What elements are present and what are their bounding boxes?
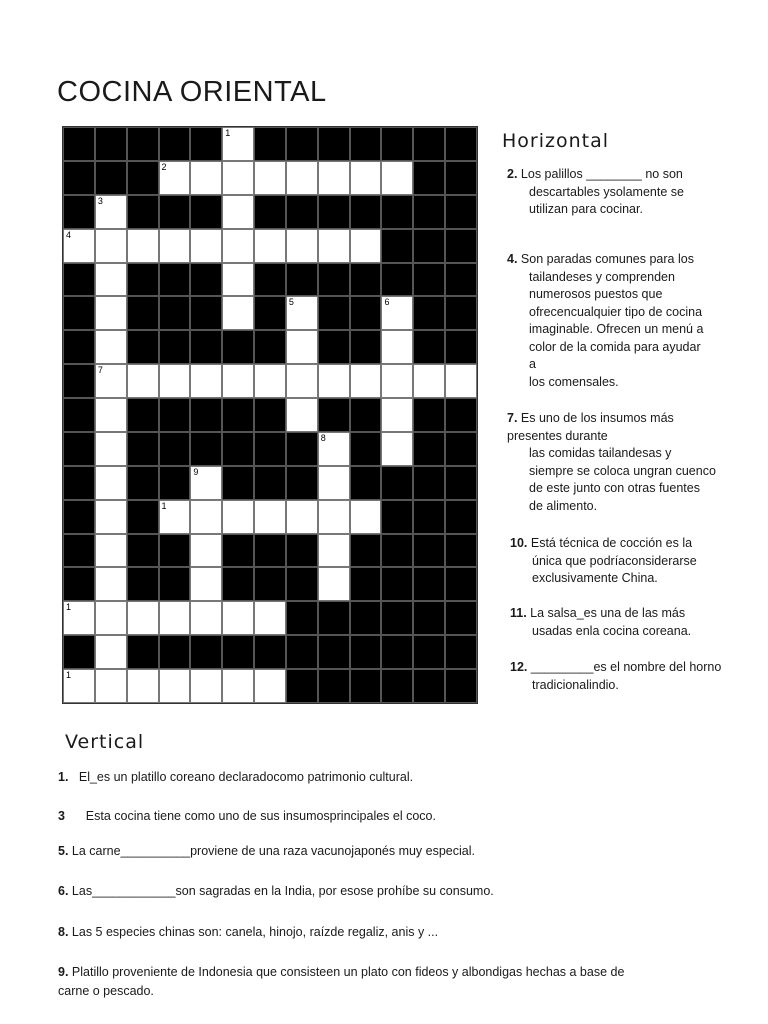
- crossword-block: [63, 127, 95, 161]
- crossword-block: [127, 263, 159, 297]
- crossword-cell[interactable]: [127, 601, 159, 635]
- clue-line: La salsa_es una de las más: [530, 606, 686, 620]
- vertical-clue-3: [58, 807, 708, 826]
- cell-number: 4: [66, 229, 72, 240]
- crossword-block: [63, 296, 95, 330]
- horizontal-heading: Horizontal: [502, 130, 610, 152]
- crossword-block: [445, 161, 477, 195]
- clue-line: los comensales.: [529, 374, 619, 389]
- crossword-cell[interactable]: [381, 398, 413, 432]
- crossword-block: [445, 669, 477, 703]
- crossword-block: [318, 263, 350, 297]
- crossword-block: [381, 567, 413, 601]
- crossword-cell[interactable]: [318, 161, 350, 195]
- crossword-cell[interactable]: [286, 364, 318, 398]
- crossword-cell[interactable]: [286, 500, 318, 534]
- clue-line: presentes durante: [507, 428, 608, 443]
- clue-number: 8.: [58, 925, 69, 939]
- crossword-block: [350, 534, 382, 568]
- crossword-cell[interactable]: [159, 229, 191, 263]
- crossword-block: [445, 330, 477, 364]
- crossword-block: [318, 127, 350, 161]
- clue-text: carne o pescado.: [58, 984, 154, 998]
- clue-line: descartables ysolamente se: [529, 184, 684, 199]
- horizontal-clue-2: [507, 166, 684, 219]
- crossword-cell[interactable]: [159, 364, 191, 398]
- clue-line: tailandeses y comprenden: [529, 269, 675, 284]
- vertical-clue-9: [58, 963, 708, 1001]
- clue-line: de este junto con otras fuentes: [529, 481, 700, 495]
- vertical-clue-8: [58, 923, 708, 942]
- crossword-cell[interactable]: [127, 364, 159, 398]
- crossword-block: [381, 635, 413, 669]
- crossword-block: [222, 330, 254, 364]
- crossword-cell[interactable]: [95, 500, 127, 534]
- crossword-block: [222, 398, 254, 432]
- crossword-cell[interactable]: [95, 195, 127, 229]
- crossword-block: [413, 567, 445, 601]
- clue-line: imaginable. Ofrecen un menú a: [529, 322, 704, 336]
- crossword-block: [413, 195, 445, 229]
- crossword-cell[interactable]: [381, 161, 413, 195]
- crossword-cell[interactable]: [445, 364, 477, 398]
- crossword-block: [63, 635, 95, 669]
- vertical-clue-5: [58, 842, 708, 861]
- clue-line: las comidas tailandesas y: [529, 446, 672, 460]
- crossword-cell[interactable]: [95, 534, 127, 568]
- crossword-cell[interactable]: [254, 669, 286, 703]
- crossword-cell[interactable]: [159, 500, 191, 534]
- crossword-block: [413, 432, 445, 466]
- clue-line: tradicionalindio.: [532, 677, 619, 692]
- clue-line: única que podríaconsiderarse: [532, 553, 697, 568]
- crossword-block: [159, 398, 191, 432]
- crossword-block: [413, 127, 445, 161]
- crossword-block: [254, 398, 286, 432]
- crossword-cell[interactable]: [159, 161, 191, 195]
- clue-number: 5.: [58, 844, 69, 858]
- crossword-block: [222, 534, 254, 568]
- crossword-block: [445, 534, 477, 568]
- crossword-cell[interactable]: [381, 296, 413, 330]
- crossword-block: [413, 534, 445, 568]
- crossword-cell[interactable]: [318, 432, 350, 466]
- crossword-block: [254, 263, 286, 297]
- crossword-block: [413, 466, 445, 500]
- crossword-cell[interactable]: [190, 229, 222, 263]
- crossword-block: [445, 296, 477, 330]
- crossword-block: [350, 567, 382, 601]
- crossword-cell[interactable]: [222, 500, 254, 534]
- crossword-block: [159, 296, 191, 330]
- clue-number: 6.: [58, 884, 69, 898]
- clue-text: Las 5 especies chinas son: canela, hinojo, raízde regaliz, anis y ...: [71, 925, 439, 939]
- clue-line: _________es el nombre del horno: [530, 660, 722, 674]
- crossword-block: [286, 567, 318, 601]
- crossword-cell[interactable]: [95, 601, 127, 635]
- crossword-cell[interactable]: [63, 601, 95, 635]
- crossword-block: [159, 127, 191, 161]
- crossword-block: [413, 296, 445, 330]
- clue-line: Está técnica de cocción es la: [530, 536, 693, 550]
- clue-text: La carne__________proviene de una raza vacunojaponés muy especial.: [71, 844, 475, 858]
- cell-number: 1: [225, 128, 231, 138]
- crossword-block: [159, 330, 191, 364]
- clue-number: 1.: [58, 770, 69, 784]
- crossword-block: [254, 466, 286, 500]
- crossword-block: [127, 296, 159, 330]
- horizontal-clue-11: [510, 605, 691, 640]
- crossword-block: [445, 567, 477, 601]
- cell-number: 6: [384, 297, 390, 308]
- horizontal-clue-7: [507, 410, 716, 515]
- clue-line: Es uno de los insumos más: [520, 411, 674, 425]
- crossword-block: [286, 534, 318, 568]
- crossword-block: [222, 466, 254, 500]
- crossword-block: [318, 669, 350, 703]
- crossword-cell[interactable]: [190, 669, 222, 703]
- clue-number: 3: [58, 809, 65, 823]
- crossword-block: [318, 398, 350, 432]
- crossword-block: [95, 161, 127, 195]
- crossword-block: [445, 398, 477, 432]
- crossword-block: [127, 398, 159, 432]
- cell-number: 9: [193, 466, 199, 477]
- crossword-block: [381, 263, 413, 297]
- crossword-block: [413, 669, 445, 703]
- crossword-block: [445, 500, 477, 534]
- crossword-block: [318, 635, 350, 669]
- clue-line: exclusivamente China.: [532, 571, 658, 585]
- cell-number: 5: [288, 297, 294, 308]
- crossword-block: [254, 567, 286, 601]
- crossword-cell[interactable]: [95, 466, 127, 500]
- crossword-cell[interactable]: [222, 601, 254, 635]
- crossword-cell[interactable]: [254, 161, 286, 195]
- crossword-block: [254, 330, 286, 364]
- crossword-block: [127, 195, 159, 229]
- crossword-block: [254, 635, 286, 669]
- crossword-cell[interactable]: [95, 229, 127, 263]
- crossword-block: [350, 398, 382, 432]
- crossword-block: [63, 330, 95, 364]
- crossword-block: [445, 263, 477, 297]
- clue-number: 9.: [58, 965, 69, 979]
- crossword-block: [286, 127, 318, 161]
- crossword-block: [445, 466, 477, 500]
- clue-line: de alimento.: [529, 498, 598, 513]
- crossword-block: [190, 296, 222, 330]
- crossword-block: [286, 466, 318, 500]
- clue-number: 10.: [510, 536, 528, 550]
- vertical-clue-1: [58, 768, 708, 787]
- crossword-block: [63, 161, 95, 195]
- crossword-cell[interactable]: [350, 500, 382, 534]
- crossword-block: [445, 601, 477, 635]
- crossword-block: [159, 263, 191, 297]
- crossword-cell[interactable]: [95, 364, 127, 398]
- crossword-block: [127, 567, 159, 601]
- crossword-block: [127, 534, 159, 568]
- crossword-block: [286, 601, 318, 635]
- clue-line: color de la comida para ayudar: [529, 339, 701, 354]
- crossword-block: [318, 296, 350, 330]
- crossword-block: [222, 567, 254, 601]
- crossword-block: [63, 364, 95, 398]
- crossword-cell[interactable]: [318, 500, 350, 534]
- crossword-block: [286, 432, 318, 466]
- crossword-cell[interactable]: [95, 263, 127, 297]
- crossword-cell[interactable]: [381, 432, 413, 466]
- crossword-cell[interactable]: [286, 161, 318, 195]
- crossword-block: [254, 534, 286, 568]
- crossword-block: [127, 330, 159, 364]
- vertical-clue-6: [58, 882, 708, 901]
- crossword-block: [350, 432, 382, 466]
- crossword-block: [222, 432, 254, 466]
- crossword-block: [350, 296, 382, 330]
- crossword-grid: [62, 126, 478, 704]
- crossword-block: [381, 466, 413, 500]
- crossword-block: [159, 432, 191, 466]
- crossword-cell[interactable]: [318, 466, 350, 500]
- crossword-block: [63, 263, 95, 297]
- clue-line: ofrecencualquier tipo de cocina: [529, 304, 703, 319]
- cell-number: 3: [97, 195, 103, 206]
- clue-text: Las____________son sagradas en la India, por esose prohíbe su consumo.: [71, 884, 494, 898]
- crossword-cell[interactable]: [254, 229, 286, 263]
- crossword-cell[interactable]: [286, 398, 318, 432]
- crossword-block: [159, 534, 191, 568]
- crossword-cell[interactable]: [127, 669, 159, 703]
- clue-number: 11.: [510, 606, 527, 620]
- crossword-block: [381, 127, 413, 161]
- clue-number: 4.: [507, 252, 518, 266]
- crossword-block: [413, 263, 445, 297]
- crossword-block: [63, 195, 95, 229]
- crossword-block: [254, 432, 286, 466]
- crossword-block: [445, 195, 477, 229]
- crossword-cell[interactable]: [190, 601, 222, 635]
- crossword-cell[interactable]: [318, 567, 350, 601]
- crossword-block: [127, 635, 159, 669]
- crossword-block: [63, 567, 95, 601]
- crossword-block: [222, 635, 254, 669]
- crossword-cell[interactable]: [222, 364, 254, 398]
- crossword-block: [350, 669, 382, 703]
- crossword-block: [95, 127, 127, 161]
- crossword-block: [190, 263, 222, 297]
- crossword-block: [159, 195, 191, 229]
- crossword-cell[interactable]: [350, 364, 382, 398]
- crossword-cell[interactable]: [190, 567, 222, 601]
- crossword-cell[interactable]: [95, 567, 127, 601]
- crossword-cell[interactable]: [318, 534, 350, 568]
- crossword-cell[interactable]: [95, 296, 127, 330]
- horizontal-clue-10: [510, 535, 697, 588]
- crossword-block: [381, 534, 413, 568]
- crossword-block: [127, 500, 159, 534]
- cell-number: 2: [161, 161, 167, 172]
- crossword-cell[interactable]: [222, 669, 254, 703]
- crossword-cell[interactable]: [318, 229, 350, 263]
- clue-text: Esta cocina tiene como uno de sus insumosprincipales el coco.: [85, 809, 436, 823]
- crossword-cell[interactable]: [190, 161, 222, 195]
- clue-line: usadas enla cocina coreana.: [532, 623, 692, 638]
- crossword-block: [413, 500, 445, 534]
- crossword-block: [381, 669, 413, 703]
- crossword-block: [63, 432, 95, 466]
- cell-number: 1: [161, 500, 167, 511]
- crossword-cell[interactable]: [63, 669, 95, 703]
- crossword-block: [413, 330, 445, 364]
- crossword-cell[interactable]: [95, 432, 127, 466]
- crossword-cell[interactable]: [95, 635, 127, 669]
- crossword-cell[interactable]: [159, 601, 191, 635]
- crossword-cell[interactable]: [254, 500, 286, 534]
- crossword-block: [190, 127, 222, 161]
- crossword-block: [350, 330, 382, 364]
- crossword-block: [286, 195, 318, 229]
- crossword-block: [381, 601, 413, 635]
- crossword-cell[interactable]: [63, 229, 95, 263]
- page-title: COCINA ORIENTAL: [57, 76, 327, 108]
- crossword-block: [350, 263, 382, 297]
- clue-text: El_es un platillo coreano declaradocomo patrimonio cultural.: [78, 770, 414, 784]
- crossword-block: [159, 466, 191, 500]
- crossword-block: [254, 127, 286, 161]
- crossword-block: [318, 330, 350, 364]
- cell-number: 7: [97, 365, 103, 376]
- crossword-cell[interactable]: [222, 195, 254, 229]
- crossword-cell[interactable]: [254, 364, 286, 398]
- clue-line: utilizan para cocinar.: [529, 202, 643, 216]
- clue-line: numerosos puestos que: [529, 287, 663, 301]
- crossword-block: [381, 195, 413, 229]
- cell-number: 1: [66, 602, 72, 613]
- crossword-block: [350, 635, 382, 669]
- crossword-cell[interactable]: [381, 364, 413, 398]
- crossword-block: [350, 601, 382, 635]
- crossword-cell[interactable]: [350, 161, 382, 195]
- crossword-cell[interactable]: [381, 330, 413, 364]
- crossword-block: [413, 635, 445, 669]
- crossword-cell[interactable]: [286, 330, 318, 364]
- crossword-block: [413, 398, 445, 432]
- crossword-block: [127, 432, 159, 466]
- crossword-block: [63, 466, 95, 500]
- crossword-block: [413, 161, 445, 195]
- crossword-block: [381, 229, 413, 263]
- crossword-block: [445, 635, 477, 669]
- crossword-block: [445, 229, 477, 263]
- crossword-block: [127, 466, 159, 500]
- crossword-block: [413, 229, 445, 263]
- crossword-cell[interactable]: [159, 669, 191, 703]
- crossword-cell[interactable]: [190, 534, 222, 568]
- clue-line: siempre se coloca ungran cuenco: [529, 463, 716, 478]
- crossword-cell[interactable]: [286, 229, 318, 263]
- crossword-cell[interactable]: [222, 161, 254, 195]
- crossword-cell[interactable]: [413, 364, 445, 398]
- crossword-cell[interactable]: [95, 669, 127, 703]
- crossword-block: [63, 398, 95, 432]
- crossword-cell[interactable]: [190, 466, 222, 500]
- crossword-block: [445, 432, 477, 466]
- crossword-block: [190, 398, 222, 432]
- crossword-cell[interactable]: [127, 229, 159, 263]
- horizontal-clue-4: [507, 251, 703, 391]
- cell-number: 8: [320, 432, 326, 443]
- vertical-heading: Vertical: [65, 731, 145, 753]
- crossword-cell[interactable]: [190, 364, 222, 398]
- crossword-block: [445, 127, 477, 161]
- cell-number: 1: [66, 670, 72, 681]
- crossword-block: [286, 263, 318, 297]
- crossword-block: [127, 161, 159, 195]
- crossword-block: [381, 500, 413, 534]
- crossword-cell[interactable]: [190, 500, 222, 534]
- crossword-cell[interactable]: [95, 398, 127, 432]
- crossword-block: [190, 635, 222, 669]
- crossword-block: [350, 195, 382, 229]
- crossword-cell[interactable]: [318, 364, 350, 398]
- crossword-block: [413, 601, 445, 635]
- crossword-cell[interactable]: [254, 601, 286, 635]
- crossword-block: [159, 635, 191, 669]
- crossword-block: [254, 296, 286, 330]
- horizontal-clue-12: [510, 659, 721, 694]
- crossword-block: [159, 567, 191, 601]
- crossword-block: [318, 601, 350, 635]
- crossword-cell[interactable]: [350, 229, 382, 263]
- crossword-block: [190, 432, 222, 466]
- crossword-block: [63, 534, 95, 568]
- crossword-block: [190, 330, 222, 364]
- crossword-cell[interactable]: [222, 296, 254, 330]
- crossword-cell[interactable]: [286, 296, 318, 330]
- crossword-block: [318, 195, 350, 229]
- clue-text: Platillo proveniente de Indonesia que consisteen un plato con fideos y albondigas hechas a base de: [71, 965, 625, 979]
- clue-line: a: [529, 357, 536, 371]
- crossword-block: [63, 500, 95, 534]
- crossword-cell[interactable]: [222, 127, 254, 161]
- crossword-block: [286, 635, 318, 669]
- crossword-cell[interactable]: [222, 263, 254, 297]
- clue-number: 12.: [510, 660, 528, 674]
- clue-line: Los palillos ________ no son: [520, 167, 683, 181]
- crossword-cell[interactable]: [222, 229, 254, 263]
- crossword-cell[interactable]: [95, 330, 127, 364]
- clue-number: 2.: [507, 167, 518, 181]
- crossword-block: [350, 466, 382, 500]
- crossword-block: [350, 127, 382, 161]
- crossword-block: [254, 195, 286, 229]
- clue-number: 7.: [507, 411, 518, 425]
- clue-line: Son paradas comunes para los: [520, 252, 694, 266]
- crossword-block: [127, 127, 159, 161]
- crossword-block: [286, 669, 318, 703]
- crossword-block: [190, 195, 222, 229]
